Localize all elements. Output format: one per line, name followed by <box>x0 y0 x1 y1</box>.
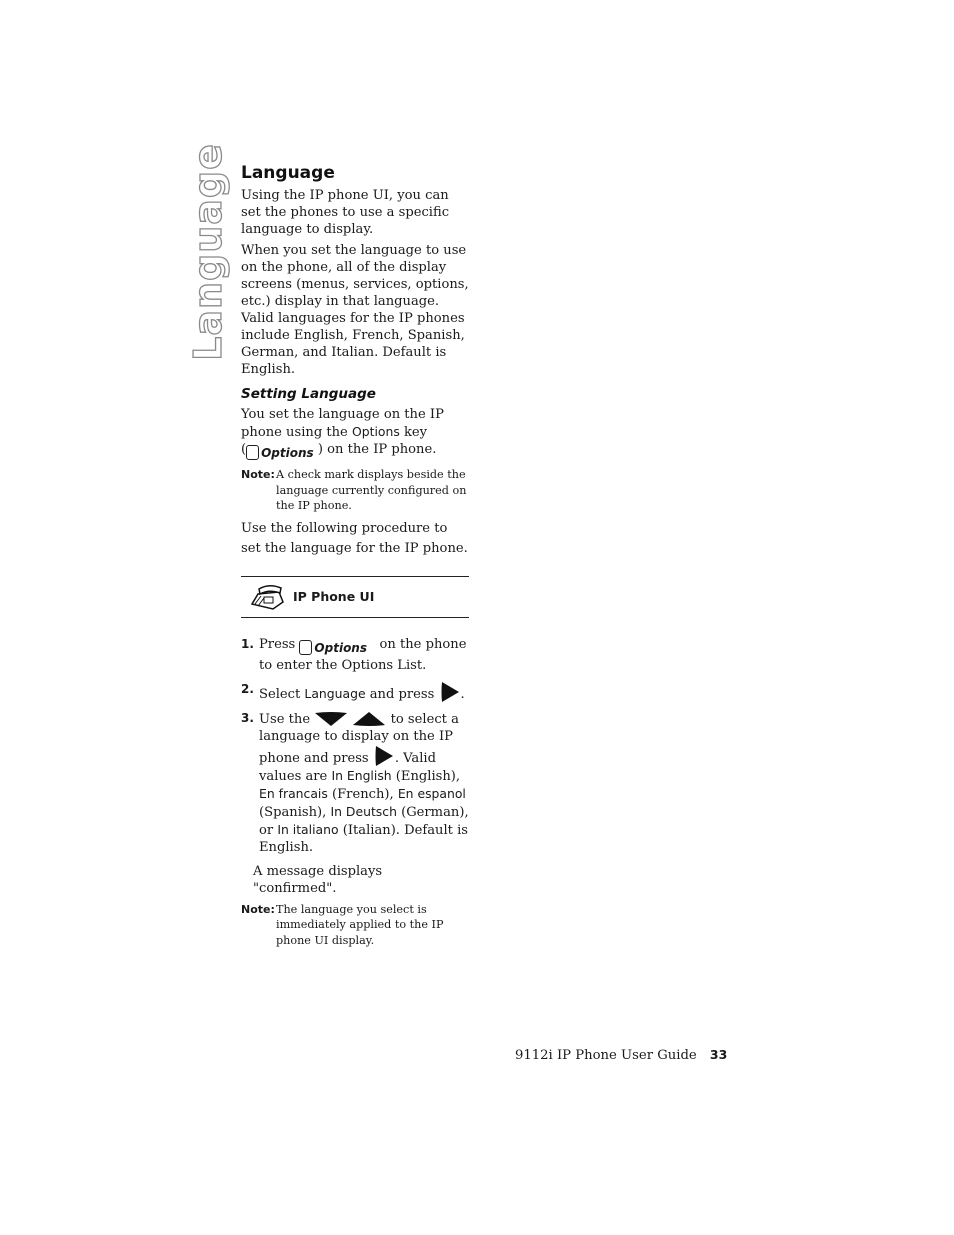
note-1-text: A check mark displays beside the language currently configured on the IP phone. <box>276 468 467 512</box>
value-spanish-note: (Spanish), <box>259 804 331 820</box>
section-heading: Setting Language <box>241 386 376 402</box>
footer-guide-title: 9112i IP Phone User Guide <box>515 1048 697 1063</box>
step-1-text-a: Press <box>259 636 300 652</box>
ip-phone-ui-banner <box>241 576 469 618</box>
step-2-text-c: . <box>460 686 465 702</box>
value-german-note: (German), or <box>259 804 469 838</box>
language-keyword: Language <box>304 685 366 701</box>
steps-list <box>241 636 469 856</box>
page-title: Language <box>241 163 335 183</box>
note-2-text: The language you select is immediately applied to the IP phone UI display. <box>276 902 444 947</box>
intro-paragraph-2: When you set the language to use on the phone, all of the display screens (menus, services, options, etc.) display in that language. Valid languages for the IP phones include English, French, Spanish, German, and Italian. Default is English. <box>241 243 469 377</box>
step-3-number: 3. <box>241 710 254 725</box>
phone-icon <box>249 584 285 610</box>
value-italian: In italiano <box>277 821 339 837</box>
procedure-intro: Use the following procedure to set the language for the IP phone. <box>241 520 468 556</box>
value-french: En francais <box>259 785 328 801</box>
setting-text-c: ) on the IP phone. <box>317 442 437 457</box>
step-2-text-b: and press <box>365 686 439 702</box>
value-english-note: (English), <box>391 768 461 784</box>
ui-box-label: IP Phone UI <box>293 589 375 604</box>
step-1-text-b: on the phone to enter the Options List. <box>259 636 467 673</box>
up-arrow-key-icon <box>352 710 386 728</box>
note-2-label: Note: <box>241 902 275 916</box>
value-spanish: En espanol <box>397 785 466 801</box>
note-1-label: Note: <box>241 468 275 481</box>
right-arrow-key-icon <box>439 681 461 703</box>
value-french-note: (French), <box>327 786 398 802</box>
step-3-text-c: . Valid values are <box>259 750 436 784</box>
options-key-icon <box>246 445 314 462</box>
open-paren: ( <box>241 442 247 457</box>
value-italian-note: (Italian). Default is English. <box>259 822 468 855</box>
page-number: 33 <box>709 1047 728 1062</box>
step-2-text-a: Select <box>259 686 305 702</box>
down-arrow-key-icon <box>314 710 348 728</box>
value-english: In English <box>331 767 392 783</box>
content-column <box>241 162 469 953</box>
setting-text-a: You set the language on the IP phone using the <box>241 407 444 440</box>
side-tab-label: Language <box>186 143 230 361</box>
setting-paragraph <box>241 406 469 462</box>
step-1-number: 1. <box>241 636 254 651</box>
step-1 <box>241 636 469 674</box>
page-footer <box>515 1046 727 1065</box>
step-3-text-b: to select a language to display on the IP phone and press <box>259 711 459 766</box>
step-2 <box>241 681 469 703</box>
step-2-number: 2. <box>241 681 254 696</box>
intro-paragraph-1: Using the IP phone UI, you can set the phones to use a specific language to display. <box>241 188 450 237</box>
note-2 <box>241 902 469 949</box>
options-key-icon <box>299 640 367 657</box>
side-tab <box>186 143 230 361</box>
step-3 <box>241 710 469 856</box>
right-arrow-key-icon <box>373 745 395 767</box>
step-1-key-label: Options <box>314 640 367 655</box>
value-german: In Deutsch <box>330 803 397 819</box>
options-key-label: Options <box>261 446 314 460</box>
setting-text-b: key <box>399 425 428 440</box>
note-1 <box>241 467 469 514</box>
options-keyword: Options <box>351 424 400 439</box>
result-message: A message displays "confirmed". <box>253 863 383 896</box>
step-3-text-a: Use the <box>259 711 315 727</box>
